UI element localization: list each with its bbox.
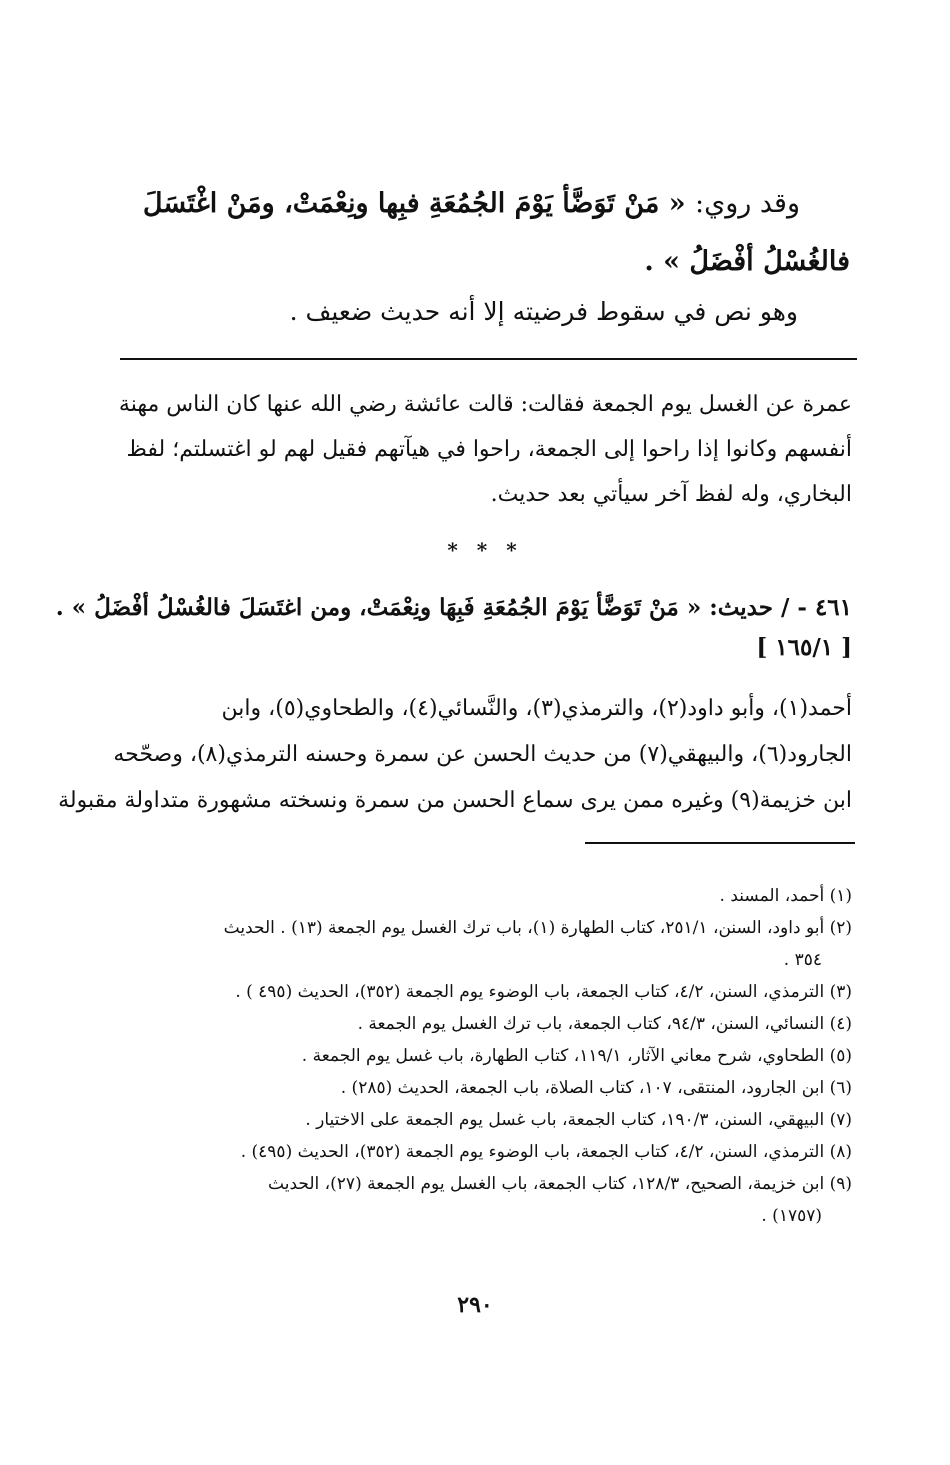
footnote: (٧) البيهقي، السنن، ١٩٠/٣، كتاب الجمعة، باب غسل يوم الجمعة على الاختيار .: [305, 1110, 852, 1130]
text-divider: [120, 358, 857, 360]
hadith-entry: [55, 588, 852, 668]
quote-text-1: « مَنْ تَوَضَّأ يَوْمَ الجُمُعَةِ فبِها ونِعْمَتْ، ومَنْ اغْتَسَلَ: [142, 188, 686, 219]
commentary-line: عمرة عن الغسل يوم الجمعة فقالت: قالت عائشة رضي الله عنها كان الناس مهنة: [118, 392, 852, 417]
footnote: (٣) الترمذي، السنن، ٤/٢، كتاب الجمعة، باب الوضوء يوم الجمعة (٣٥٢)، الحديث (٤٩٥ ) .: [235, 982, 852, 1002]
takhrij-line: ابن خزيمة(٩) وغيره ممن يرى سماع الحسن من سمرة ونسخته مشهورة متداولة مقبولة: [58, 788, 852, 813]
footnotes-list: [110, 880, 852, 1232]
footnote-divider: [585, 842, 855, 844]
commentary-block: [110, 382, 852, 517]
footnote: (٦) ابن الجارود، المنتقى، ١٠٧، كتاب الصلاة، باب الجمعة، الحديث (٢٨٥) .: [340, 1078, 852, 1098]
footnote: (٨) الترمذي، السنن، ٤/٢، كتاب الجمعة، باب الوضوء يوم الجمعة (٣٥٢)، الحديث (٤٩٥) .: [240, 1142, 852, 1162]
footnote: (٥) الطحاوي، شرح معاني الآثار، ١١٩/١، كتاب الطهارة، باب غسل يوم الجمعة .: [301, 1046, 852, 1066]
quoted-hadith-block: [110, 175, 850, 291]
footnote-continuation: ٣٥٤ .: [783, 950, 822, 970]
takhrij-line: أحمد(١)، وأبو داود(٢)، والترمذي(٣)، والنَّسائي(٤)، والطحاوي(٥)، وابن: [221, 696, 852, 721]
commentary-line: أنفسهم وكانوا إذا راحوا إلى الجمعة، راحوا في هيآتهم فقيل لهم لو اغتسلتم؛ لفظ: [126, 437, 852, 462]
footnote-continuation: (١٧٥٧) .: [761, 1206, 822, 1226]
footnote: (٢) أبو داود، السنن، ٢٥١/١، كتاب الطهارة (١)، باب ترك الغسل يوم الجمعة (١٣) . الحديث: [223, 918, 852, 938]
footnote: (٩) ابن خزيمة، الصحيح، ١٢٨/٣، كتاب الجمعة، باب الغسل يوم الجمعة (٢٧)، الحديث: [268, 1174, 852, 1194]
commentary-line: البخاري، وله لفظ آخر سيأتي بعد حديث.: [490, 482, 852, 507]
quote-line-2: فالغُسْلُ أفْضَلُ » .: [644, 246, 850, 277]
takhrij-paragraph: [58, 686, 852, 824]
hadith-reference: [ ١٦٥/١ ]: [756, 634, 852, 661]
section-separator: * * *: [447, 538, 523, 562]
quote-lead: وقد روي:: [694, 188, 800, 219]
footnote: (١) أحمد، المسند .: [719, 886, 852, 906]
page-number: ٢٩٠: [457, 1292, 493, 1318]
footnote: (٤) النسائي، السنن، ٩٤/٣، كتاب الجمعة، باب ترك الغسل يوم الجمعة .: [357, 1014, 852, 1034]
takhrij-line: الجارود(٦)، والبيهقي(٧) من حديث الحسن عن سمرة وحسنه الترمذي(٨)، وصحّحه: [113, 742, 852, 767]
weak-hadith-note: وهو نص في سقوط فرضيته إلا أنه حديث ضعيف .: [289, 297, 798, 326]
hadith-heading: ٤٦١ - / حديث: « مَنْ تَوَضَّأ يَوْمَ الجُمُعَةِ فَبِهَا ونِعْمَتْ، ومن اغتَسَلَ فالغُسْلُ أفْضَلُ » .: [55, 594, 852, 621]
quote-line-1: [110, 175, 850, 233]
